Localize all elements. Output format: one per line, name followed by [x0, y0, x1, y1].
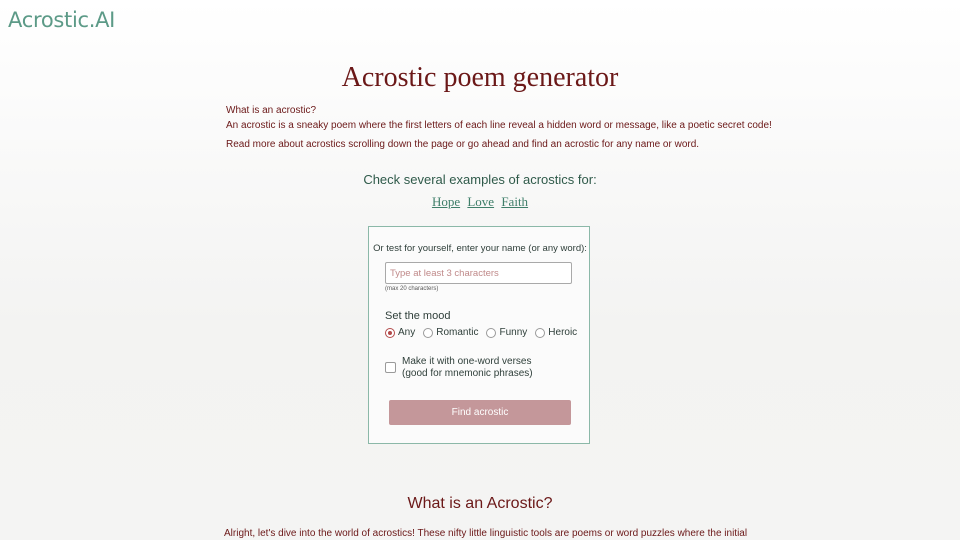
intro-question: What is an acrostic?	[226, 105, 317, 116]
mood-radio-funny[interactable]	[486, 328, 496, 338]
examples-heading: Check several examples of acrostics for:	[363, 172, 597, 187]
mood-option-label: Any	[398, 327, 416, 338]
page-title: Acrostic poem generator	[341, 62, 619, 93]
mood-option-any[interactable]	[385, 327, 415, 338]
section-title: What is an Acrostic?	[407, 495, 553, 512]
find-acrostic-button[interactable]: Find acrostic	[389, 400, 571, 425]
mood-option-funny[interactable]	[486, 327, 527, 338]
mood-option-label: Funny	[499, 327, 528, 338]
mood-radio-heroic[interactable]	[535, 328, 545, 338]
example-link-faith[interactable]: Faith	[501, 194, 529, 209]
mood-radio-any[interactable]	[385, 328, 395, 338]
mood-option-romantic[interactable]	[423, 327, 478, 338]
form-label: Or test for yourself, enter your name (or any word):	[373, 243, 587, 254]
intro-read-more: Read more about acrostics scrolling down the page or go ahead and find an acrostic for any name or word.	[226, 139, 700, 150]
one-word-checkbox[interactable]	[385, 362, 396, 373]
section-paragraph: Alright, let's dive into the world of acrostics! These nifty little linguistic tools are poems or word puzzles where the initial	[224, 528, 748, 539]
mood-label: Set the mood	[385, 310, 451, 322]
example-link-love[interactable]: Love	[467, 194, 495, 209]
mood-options	[385, 327, 585, 338]
mood-radio-romantic[interactable]	[423, 328, 433, 338]
mood-option-label: Heroic	[548, 327, 578, 338]
intro-answer: An acrostic is a sneaky poem where the first letters of each line reveal a hidden word or message, like a poetic secret code!	[226, 120, 772, 131]
example-link-hope[interactable]: Hope	[431, 194, 461, 209]
one-word-label	[402, 356, 533, 380]
mood-option-label: Romantic	[436, 327, 479, 338]
name-input[interactable]	[385, 262, 572, 284]
max-chars-hint: (max 20 characters)	[385, 286, 439, 292]
one-word-label-line2: (good for mnemonic phrases)	[402, 368, 533, 379]
acrostic-form-panel	[368, 226, 590, 444]
examples-links	[0, 194, 960, 210]
mood-option-heroic[interactable]	[535, 327, 577, 338]
app-logo[interactable]: Acrostic.AI	[8, 8, 116, 32]
one-word-label-line1: Make it with one-word verses	[402, 356, 532, 367]
one-word-option[interactable]	[385, 356, 533, 380]
